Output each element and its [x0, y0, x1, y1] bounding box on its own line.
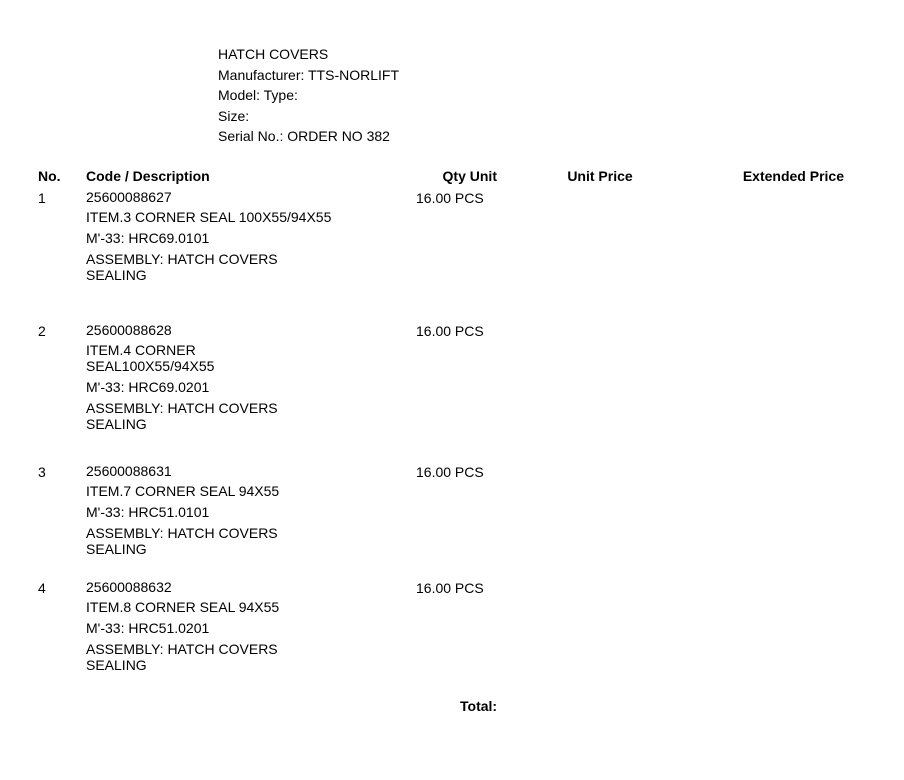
item-number: 1 [38, 190, 46, 206]
item-description: ITEM.7 CORNER SEAL 94X55 [86, 483, 280, 499]
manufacturer-line: Manufacturer: TTS-NORLIFT [218, 66, 400, 83]
serial-line: Serial No.: ORDER NO 382 [218, 128, 390, 144]
column-header-qty-unit: Qty Unit [442, 168, 497, 184]
item-description-block [86, 189, 336, 288]
item-qty-unit: 16.00 PCS [416, 190, 484, 206]
item-reference: M'-33: HRC51.0101 [86, 504, 210, 520]
item-reference: M'-33: HRC51.0201 [86, 620, 210, 636]
item-description: ITEM.3 CORNER SEAL 100X55/94X55 [86, 209, 332, 225]
column-header-code-description: Code / Description [86, 168, 210, 184]
item-description: ITEM.8 CORNER SEAL 94X55 [86, 599, 280, 615]
item-reference: M'-33: HRC69.0201 [86, 379, 210, 395]
item-assembly: ASSEMBLY: HATCH COVERS SEALING [86, 641, 278, 673]
item-number: 2 [38, 323, 46, 339]
item-description-block [86, 322, 336, 437]
item-assembly: ASSEMBLY: HATCH COVERS SEALING [86, 400, 278, 432]
item-assembly: ASSEMBLY: HATCH COVERS SEALING [86, 525, 278, 557]
column-header-unit-price: Unit Price [567, 168, 633, 184]
document-header [218, 44, 399, 147]
item-qty-unit: 16.00 PCS [416, 464, 484, 480]
item-number: 4 [38, 580, 46, 596]
item-description: ITEM.4 CORNER SEAL100X55/94X55 [86, 342, 215, 374]
size-line: Size: [218, 107, 250, 124]
item-code: 25600088627 [86, 189, 172, 205]
column-header-extended-price: Extended Price [742, 168, 844, 184]
model-line: Model: Type: [218, 87, 298, 103]
item-qty-unit: 16.00 PCS [416, 580, 484, 596]
category-title: HATCH COVERS [218, 46, 329, 62]
item-code: 25600088631 [86, 463, 172, 479]
item-number: 3 [38, 464, 46, 480]
item-code: 25600088632 [86, 579, 172, 595]
item-description-block [86, 579, 336, 678]
item-description-block [86, 463, 336, 562]
item-qty-unit: 16.00 PCS [416, 323, 484, 339]
total-label: Total: [460, 698, 498, 714]
item-code: 25600088628 [86, 322, 172, 338]
item-assembly: ASSEMBLY: HATCH COVERS SEALING [86, 251, 278, 283]
column-header-no: No. [38, 168, 61, 184]
item-reference: M'-33: HRC69.0101 [86, 230, 210, 246]
